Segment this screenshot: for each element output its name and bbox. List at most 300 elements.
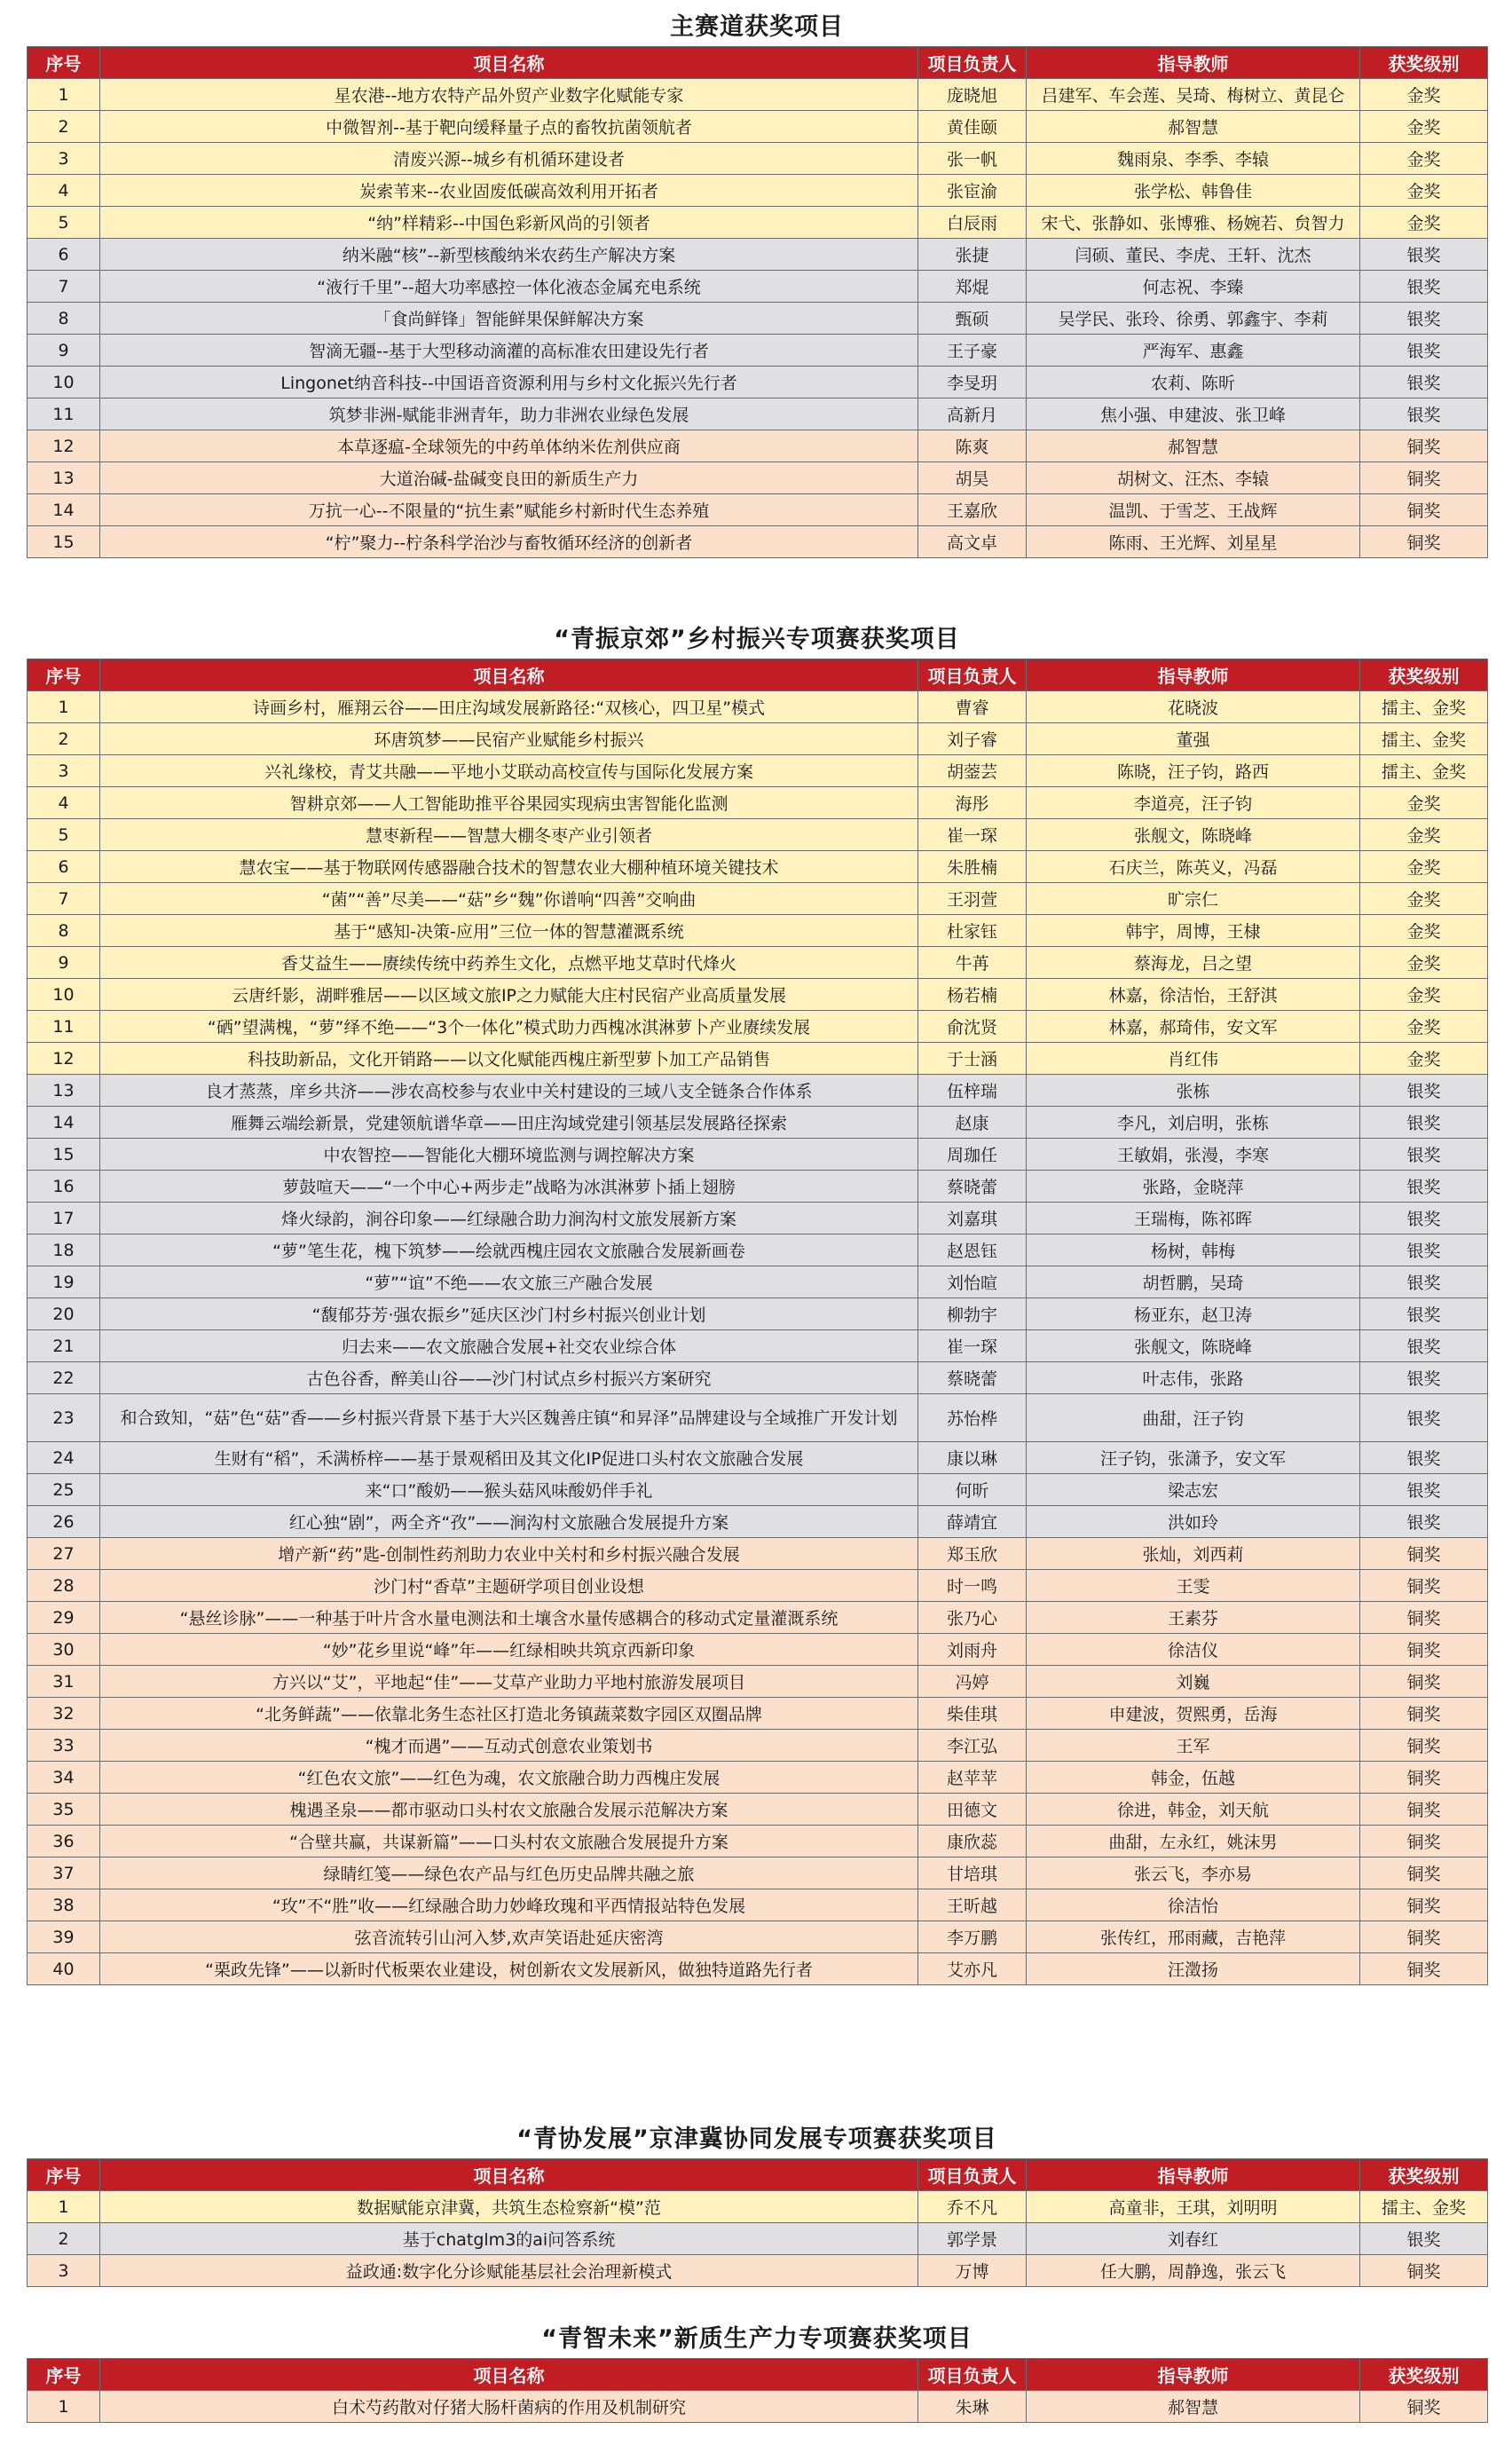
cell-award-level: 铜奖 xyxy=(1360,1602,1488,1634)
table-row xyxy=(28,2191,1488,2223)
table-row xyxy=(28,2391,1488,2423)
cell-teacher: 郝智慧 xyxy=(1027,111,1360,143)
cell-no: 10 xyxy=(28,979,100,1011)
table-row xyxy=(28,1730,1488,1762)
cell-teacher: 张学松、韩鲁佳 xyxy=(1027,175,1360,207)
cell-teacher: 宋弋、张静如、张博雅、杨婉若、贠智力 xyxy=(1027,207,1360,239)
cell-award-level: 银奖 xyxy=(1360,1234,1488,1266)
cell-award-level: 擂主、金奖 xyxy=(1360,2191,1488,2223)
cell-project-name: 基于chatglm3的ai问答系统 xyxy=(100,2223,918,2255)
cell-project-name: 槐遇圣泉——都市驱动口头村农文旅融合发展示范解决方案 xyxy=(100,1794,918,1826)
cell-teacher: 杨树，韩梅 xyxy=(1027,1234,1360,1266)
cell-leader: 胡昊 xyxy=(918,462,1027,494)
cell-no: 34 xyxy=(28,1762,100,1794)
cell-no: 3 xyxy=(28,2255,100,2287)
cell-award-level: 银奖 xyxy=(1360,1203,1488,1234)
table-row xyxy=(28,271,1488,303)
table-row xyxy=(28,143,1488,175)
cell-leader: 苏怡桦 xyxy=(918,1394,1027,1442)
cell-leader: 刘子睿 xyxy=(918,723,1027,755)
cell-teacher: 胡树文、汪杰、李辕 xyxy=(1027,462,1360,494)
cell-project-name: 生财有“稻”，禾满桥梓——基于景观稻田及其文化IP促进口头村农文旅融合发展 xyxy=(100,1442,918,1474)
cell-no: 3 xyxy=(28,755,100,787)
header-leader: 项目负责人 xyxy=(918,2359,1027,2391)
cell-no: 21 xyxy=(28,1330,100,1362)
table-row xyxy=(28,1139,1488,1171)
table-row xyxy=(28,1666,1488,1698)
cell-teacher: 张舰文，陈晓峰 xyxy=(1027,1330,1360,1362)
cell-no: 38 xyxy=(28,1889,100,1921)
cell-project-name: 科技助新品，文化开销路——以文化赋能西槐庄新型萝卜加工产品销售 xyxy=(100,1043,918,1075)
cell-teacher: 李凡，刘启明，张栋 xyxy=(1027,1107,1360,1139)
cell-award-level: 银奖 xyxy=(1360,1266,1488,1298)
cell-leader: 杜家钰 xyxy=(918,915,1027,947)
cell-project-name: 古色谷香，醉美山谷——沙门村试点乡村振兴方案研究 xyxy=(100,1362,918,1394)
cell-project-name: “栗政先锋”——以新时代板栗农业建设，树创新农文发展新风，做独特道路先行者 xyxy=(100,1953,918,1985)
awards-table xyxy=(27,2158,1488,2287)
cell-teacher: 张云飞，李亦易 xyxy=(1027,1857,1360,1889)
table-row xyxy=(28,1011,1488,1043)
cell-no: 9 xyxy=(28,947,100,979)
cell-leader: 俞沈贤 xyxy=(918,1011,1027,1043)
header-teacher: 指导教师 xyxy=(1027,659,1360,691)
cell-teacher: 高童非，王琪，刘明明 xyxy=(1027,2191,1360,2223)
table-row xyxy=(28,79,1488,111)
cell-teacher: 韩宇，周博，王棣 xyxy=(1027,915,1360,947)
cell-project-name: 良才蒸蒸，庠乡共济——涉农高校参与农业中关村建设的三域八支全链条合作体系 xyxy=(100,1075,918,1107)
cell-leader: 朱胜楠 xyxy=(918,851,1027,883)
cell-award-level: 金奖 xyxy=(1360,851,1488,883)
section-title: “青智未来”新质生产力专项赛获奖项目 xyxy=(541,2325,973,2353)
table-row xyxy=(28,1570,1488,1602)
cell-no: 2 xyxy=(28,723,100,755)
cell-leader: 乔不凡 xyxy=(918,2191,1027,2223)
cell-leader: 李万鹏 xyxy=(918,1921,1027,1953)
header-no: 序号 xyxy=(28,47,100,79)
cell-leader: 白辰雨 xyxy=(918,207,1027,239)
cell-project-name: 诗画乡村，雁翔云谷——田庄沟域发展新路径:“双核心，四卫星”模式 xyxy=(100,691,918,723)
header-level: 获奖级别 xyxy=(1360,2359,1488,2391)
cell-project-name: “馥郁芬芳·强农振乡”延庆区沙门村乡村振兴创业计划 xyxy=(100,1298,918,1330)
cell-teacher: 林嘉，徐洁怡，王舒淇 xyxy=(1027,979,1360,1011)
cell-teacher: 申建波，贺熙勇，岳海 xyxy=(1027,1698,1360,1730)
cell-leader: 王嘉欣 xyxy=(918,494,1027,526)
cell-project-name: 筑梦非洲-赋能非洲青年，助力非洲农业绿色发展 xyxy=(100,398,918,430)
cell-leader: 柳勃宇 xyxy=(918,1298,1027,1330)
cell-award-level: 银奖 xyxy=(1360,1394,1488,1442)
cell-project-name: 雁舞云端绘新景，党建领航谱华章——田庄沟域党建引领基层发展路径探索 xyxy=(100,1107,918,1139)
table-row xyxy=(28,915,1488,947)
cell-project-name: 白术芍药散对仔猪大肠杆菌病的作用及机制研究 xyxy=(100,2391,918,2423)
cell-award-level: 金奖 xyxy=(1360,175,1488,207)
awards-table xyxy=(27,2358,1488,2423)
cell-teacher: 叶志伟，张路 xyxy=(1027,1362,1360,1394)
cell-no: 18 xyxy=(28,1234,100,1266)
cell-no: 14 xyxy=(28,1107,100,1139)
cell-teacher: 董强 xyxy=(1027,723,1360,755)
table-row xyxy=(28,1362,1488,1394)
cell-no: 24 xyxy=(28,1442,100,1474)
cell-award-level: 铜奖 xyxy=(1360,1634,1488,1666)
cell-teacher: 林嘉，郝琦伟，安文军 xyxy=(1027,1011,1360,1043)
cell-teacher: 吕建军、车会莲、吴琦、梅树立、黄昆仑 xyxy=(1027,79,1360,111)
section-new-productivity xyxy=(27,2321,1487,2423)
cell-no: 12 xyxy=(28,1043,100,1075)
cell-project-name: 沙门村“香草”主题研学项目创业设想 xyxy=(100,1570,918,1602)
cell-leader: 郑焜 xyxy=(918,271,1027,303)
cell-teacher: 刘巍 xyxy=(1027,1666,1360,1698)
cell-award-level: 银奖 xyxy=(1360,1075,1488,1107)
cell-no: 5 xyxy=(28,819,100,851)
table-row xyxy=(28,787,1488,819)
header-no: 序号 xyxy=(28,2359,100,2391)
cell-project-name: 大道治碱-盐碱变良田的新质生产力 xyxy=(100,462,918,494)
cell-leader: 万博 xyxy=(918,2255,1027,2287)
table-row xyxy=(28,1298,1488,1330)
cell-award-level: 银奖 xyxy=(1360,303,1488,335)
cell-award-level: 银奖 xyxy=(1360,1506,1488,1538)
cell-teacher: 张路，金晓萍 xyxy=(1027,1171,1360,1203)
cell-teacher: 温凯、于雪芝、王战辉 xyxy=(1027,494,1360,526)
table-row xyxy=(28,979,1488,1011)
cell-teacher: 洪如玲 xyxy=(1027,1506,1360,1538)
cell-award-level: 擂主、金奖 xyxy=(1360,723,1488,755)
cell-award-level: 金奖 xyxy=(1360,1011,1488,1043)
cell-no: 40 xyxy=(28,1953,100,1985)
cell-project-name: 本草逐瘟-全球领先的中药单体纳米佐剂供应商 xyxy=(100,430,918,462)
cell-project-name: 智耕京郊——人工智能助推平谷果园实现病虫害智能化监测 xyxy=(100,787,918,819)
cell-no: 5 xyxy=(28,207,100,239)
cell-no: 1 xyxy=(28,79,100,111)
table-row xyxy=(28,947,1488,979)
cell-leader: 康以琳 xyxy=(918,1442,1027,1474)
cell-award-level: 铜奖 xyxy=(1360,2391,1488,2423)
section-main-track xyxy=(27,9,1487,558)
cell-project-name: 归去来——农文旅融合发展+社交农业综合体 xyxy=(100,1330,918,1362)
section-title: “青协发展”京津冀协同发展专项赛获奖项目 xyxy=(516,2126,997,2153)
cell-award-level: 银奖 xyxy=(1360,271,1488,303)
table-row xyxy=(28,819,1488,851)
cell-project-name: “红色农文旅”——红色为魂，农文旅融合助力西槐庄发展 xyxy=(100,1762,918,1794)
table-row xyxy=(28,1762,1488,1794)
cell-award-level: 金奖 xyxy=(1360,787,1488,819)
cell-leader: 高新月 xyxy=(918,398,1027,430)
cell-award-level: 银奖 xyxy=(1360,1362,1488,1394)
cell-project-name: 纳米融“核”--新型核酸纳米农药生产解决方案 xyxy=(100,239,918,271)
cell-project-name: 万抗一心--不限量的“抗生素”赋能乡村新时代生态养殖 xyxy=(100,494,918,526)
header-teacher: 指导教师 xyxy=(1027,47,1360,79)
cell-leader: 庞晓旭 xyxy=(918,79,1027,111)
cell-project-name: “萝”笔生花，槐下筑梦——绘就西槐庄园农文旅融合发展新画卷 xyxy=(100,1234,918,1266)
cell-project-name: “悬丝诊脉”——一种基于叶片含水量电测法和土壤含水量传感耦合的移动式定量灌溉系统 xyxy=(100,1602,918,1634)
cell-no: 25 xyxy=(28,1474,100,1506)
cell-award-level: 铜奖 xyxy=(1360,430,1488,462)
cell-teacher: 李道亮，汪子钧 xyxy=(1027,787,1360,819)
cell-teacher: 汪澂扬 xyxy=(1027,1953,1360,1985)
table-row xyxy=(28,1794,1488,1826)
cell-award-level: 金奖 xyxy=(1360,79,1488,111)
table-row xyxy=(28,1203,1488,1234)
cell-award-level: 铜奖 xyxy=(1360,1762,1488,1794)
cell-leader: 陈爽 xyxy=(918,430,1027,462)
cell-project-name: 智滴无疆--基于大型移动滴灌的高标准农田建设先行者 xyxy=(100,335,918,367)
cell-no: 13 xyxy=(28,1075,100,1107)
cell-award-level: 铜奖 xyxy=(1360,1921,1488,1953)
table-row xyxy=(28,1171,1488,1203)
table-row xyxy=(28,207,1488,239)
table-row xyxy=(28,398,1488,430)
table-row xyxy=(28,526,1488,558)
cell-leader: 周珈任 xyxy=(918,1139,1027,1171)
cell-no: 15 xyxy=(28,526,100,558)
cell-teacher: 王雯 xyxy=(1027,1570,1360,1602)
cell-leader: 蔡晓蕾 xyxy=(918,1362,1027,1394)
cell-project-name: “玫”不“胜”收——红绿融合助力妙峰玫瑰和平西情报站特色发展 xyxy=(100,1889,918,1921)
header-leader: 项目负责人 xyxy=(918,47,1027,79)
cell-project-name: 益政通:数字化分诊赋能基层社会治理新模式 xyxy=(100,2255,918,2287)
cell-leader: 赵康 xyxy=(918,1107,1027,1139)
cell-project-name: 增产新“药”匙-创制性药剂助力农业中关村和乡村振兴融合发展 xyxy=(100,1538,918,1570)
cell-leader: 何昕 xyxy=(918,1474,1027,1506)
cell-award-level: 银奖 xyxy=(1360,1474,1488,1506)
cell-no: 23 xyxy=(28,1394,100,1442)
table-row xyxy=(28,303,1488,335)
cell-project-name: 中微智剂--基于靶向缓释量子点的畜牧抗菌领航者 xyxy=(100,111,918,143)
cell-teacher: 王敏娟，张漫，李寒 xyxy=(1027,1139,1360,1171)
cell-teacher: 任大鹏，周静逸，张云飞 xyxy=(1027,2255,1360,2287)
header-no: 序号 xyxy=(28,659,100,691)
table-row xyxy=(28,2223,1488,2255)
cell-no: 1 xyxy=(28,2191,100,2223)
cell-leader: 甄硕 xyxy=(918,303,1027,335)
cell-award-level: 铜奖 xyxy=(1360,494,1488,526)
cell-leader: 杨若楠 xyxy=(918,979,1027,1011)
cell-leader: 朱琳 xyxy=(918,2391,1027,2423)
header-name: 项目名称 xyxy=(100,2159,918,2191)
cell-award-level: 金奖 xyxy=(1360,819,1488,851)
cell-project-name: 环唐筑梦——民宿产业赋能乡村振兴 xyxy=(100,723,918,755)
cell-project-name: “纳”样精彩--中国色彩新风尚的引领者 xyxy=(100,207,918,239)
cell-project-name: 烽火绿韵，涧谷印象——红绿融合助力涧沟村文旅发展新方案 xyxy=(100,1203,918,1234)
cell-project-name: 方兴以“艾”，平地起“佳”——艾草产业助力平地村旅游发展项目 xyxy=(100,1666,918,1698)
table-row xyxy=(28,1474,1488,1506)
cell-award-level: 金奖 xyxy=(1360,915,1488,947)
cell-leader: 郑玉欣 xyxy=(918,1538,1027,1570)
table-row xyxy=(28,1538,1488,1570)
cell-no: 30 xyxy=(28,1634,100,1666)
cell-leader: 柴佳琪 xyxy=(918,1698,1027,1730)
header-level: 获奖级别 xyxy=(1360,659,1488,691)
cell-leader: 赵恩钰 xyxy=(918,1234,1027,1266)
cell-teacher: 何志祝、李臻 xyxy=(1027,271,1360,303)
cell-project-name: 红心独“剧”，两全齐“孜”——涧沟村文旅融合发展提升方案 xyxy=(100,1506,918,1538)
table-row xyxy=(28,1889,1488,1921)
table-row xyxy=(28,1266,1488,1298)
cell-no: 31 xyxy=(28,1666,100,1698)
cell-no: 29 xyxy=(28,1602,100,1634)
cell-teacher: 花晓波 xyxy=(1027,691,1360,723)
cell-no: 20 xyxy=(28,1298,100,1330)
cell-leader: 薛靖宜 xyxy=(918,1506,1027,1538)
cell-teacher: 陈晓，汪子钧，路西 xyxy=(1027,755,1360,787)
cell-leader: 王子豪 xyxy=(918,335,1027,367)
cell-award-level: 银奖 xyxy=(1360,2223,1488,2255)
cell-leader: 张宦渝 xyxy=(918,175,1027,207)
cell-leader: 牛苒 xyxy=(918,947,1027,979)
table-row xyxy=(28,1602,1488,1634)
cell-teacher: 刘春红 xyxy=(1027,2223,1360,2255)
cell-award-level: 银奖 xyxy=(1360,239,1488,271)
cell-no: 8 xyxy=(28,915,100,947)
cell-teacher: 旷宗仁 xyxy=(1027,883,1360,915)
cell-project-name: 星农港--地方农特产品外贸产业数字化赋能专家 xyxy=(100,79,918,111)
table-row xyxy=(28,1330,1488,1362)
cell-no: 1 xyxy=(28,691,100,723)
cell-teacher: 郝智慧 xyxy=(1027,2391,1360,2423)
cell-project-name: 和合致知，“菇”色“菇”香——乡村振兴背景下基于大兴区魏善庄镇“和昇泽”品牌建设与全域推广开发计划 xyxy=(100,1394,918,1442)
table-row xyxy=(28,1394,1488,1442)
cell-leader: 甘培琪 xyxy=(918,1857,1027,1889)
section-title: “青振京郊”乡村振兴专项赛获奖项目 xyxy=(554,626,960,653)
cell-teacher: 曲甜，左永红，姚沫男 xyxy=(1027,1826,1360,1857)
cell-no: 6 xyxy=(28,851,100,883)
cell-award-level: 银奖 xyxy=(1360,1107,1488,1139)
cell-teacher: 王素芬 xyxy=(1027,1602,1360,1634)
cell-no: 1 xyxy=(28,2391,100,2423)
table-row xyxy=(28,1634,1488,1666)
table-row xyxy=(28,1506,1488,1538)
cell-teacher: 闫硕、董民、李虎、王轩、沈杰 xyxy=(1027,239,1360,271)
header-leader: 项目负责人 xyxy=(918,2159,1027,2191)
cell-no: 7 xyxy=(28,883,100,915)
cell-teacher: 梁志宏 xyxy=(1027,1474,1360,1506)
cell-teacher: 汪子钧，张潇予，安文军 xyxy=(1027,1442,1360,1474)
cell-award-level: 银奖 xyxy=(1360,1330,1488,1362)
cell-no: 37 xyxy=(28,1857,100,1889)
cell-no: 39 xyxy=(28,1921,100,1953)
cell-no: 26 xyxy=(28,1506,100,1538)
cell-award-level: 银奖 xyxy=(1360,335,1488,367)
cell-project-name: “萝”“谊”不绝——农文旅三产融合发展 xyxy=(100,1266,918,1298)
table-row xyxy=(28,494,1488,526)
cell-project-name: 炭索苇来--农业固废低碳高效利用开拓者 xyxy=(100,175,918,207)
cell-project-name: 来“口”酸奶——猴头菇风味酸奶伴手礼 xyxy=(100,1474,918,1506)
cell-award-level: 银奖 xyxy=(1360,1139,1488,1171)
section-jingjinji xyxy=(27,2121,1487,2287)
cell-no: 3 xyxy=(28,143,100,175)
cell-no: 33 xyxy=(28,1730,100,1762)
cell-award-level: 铜奖 xyxy=(1360,1857,1488,1889)
cell-award-level: 银奖 xyxy=(1360,1442,1488,1474)
table-row xyxy=(28,175,1488,207)
cell-no: 35 xyxy=(28,1794,100,1826)
cell-leader: 郭学景 xyxy=(918,2223,1027,2255)
cell-leader: 王羽萱 xyxy=(918,883,1027,915)
cell-leader: 刘怡暄 xyxy=(918,1266,1027,1298)
cell-award-level: 金奖 xyxy=(1360,947,1488,979)
awards-table xyxy=(27,46,1488,558)
cell-project-name: 云唐纤影，湖畔雅居——以区域文旅IP之力赋能大庄村民宿产业高质量发展 xyxy=(100,979,918,1011)
table-row xyxy=(28,1698,1488,1730)
table-row xyxy=(28,1107,1488,1139)
cell-leader: 胡蓥芸 xyxy=(918,755,1027,787)
cell-no: 10 xyxy=(28,367,100,398)
cell-no: 4 xyxy=(28,787,100,819)
cell-leader: 海彤 xyxy=(918,787,1027,819)
cell-leader: 康欣蕊 xyxy=(918,1826,1027,1857)
cell-award-level: 金奖 xyxy=(1360,979,1488,1011)
cell-award-level: 金奖 xyxy=(1360,111,1488,143)
cell-no: 2 xyxy=(28,2223,100,2255)
cell-award-level: 铜奖 xyxy=(1360,1538,1488,1570)
cell-teacher: 王瑞梅，陈祁晖 xyxy=(1027,1203,1360,1234)
cell-project-name: 中农智控——智能化大棚环境监测与调控解决方案 xyxy=(100,1139,918,1171)
cell-award-level: 擂主、金奖 xyxy=(1360,691,1488,723)
cell-leader: 蔡晓蕾 xyxy=(918,1171,1027,1203)
cell-leader: 高文卓 xyxy=(918,526,1027,558)
cell-no: 13 xyxy=(28,462,100,494)
cell-no: 22 xyxy=(28,1362,100,1394)
cell-no: 17 xyxy=(28,1203,100,1234)
table-row xyxy=(28,462,1488,494)
cell-award-level: 铜奖 xyxy=(1360,1889,1488,1921)
cell-award-level: 金奖 xyxy=(1360,207,1488,239)
cell-award-level: 擂主、金奖 xyxy=(1360,755,1488,787)
cell-award-level: 银奖 xyxy=(1360,367,1488,398)
cell-leader: 黄佳颐 xyxy=(918,111,1027,143)
cell-no: 11 xyxy=(28,1011,100,1043)
cell-project-name: “槐才而遇”——互动式创意农业策划书 xyxy=(100,1730,918,1762)
cell-leader: 李旻玥 xyxy=(918,367,1027,398)
table-row xyxy=(28,691,1488,723)
cell-award-level: 铜奖 xyxy=(1360,1794,1488,1826)
cell-project-name: “合壁共赢，共谋新篇”——口头村农文旅融合发展提升方案 xyxy=(100,1826,918,1857)
cell-no: 28 xyxy=(28,1570,100,1602)
header-level: 获奖级别 xyxy=(1360,47,1488,79)
cell-teacher: 农莉、陈昕 xyxy=(1027,367,1360,398)
cell-teacher: 陈雨、王光辉、刘星星 xyxy=(1027,526,1360,558)
cell-award-level: 金奖 xyxy=(1360,1043,1488,1075)
cell-no: 8 xyxy=(28,303,100,335)
cell-teacher: 郝智慧 xyxy=(1027,430,1360,462)
cell-leader: 李江弘 xyxy=(918,1730,1027,1762)
table-row xyxy=(28,430,1488,462)
cell-no: 32 xyxy=(28,1698,100,1730)
cell-leader: 曹睿 xyxy=(918,691,1027,723)
awards-table xyxy=(27,659,1488,1985)
cell-project-name: 慧枣新程——智慧大棚冬枣产业引领者 xyxy=(100,819,918,851)
cell-no: 36 xyxy=(28,1826,100,1857)
cell-project-name: “液行千里”--超大功率感控一体化液态金属充电系统 xyxy=(100,271,918,303)
cell-no: 2 xyxy=(28,111,100,143)
cell-teacher: 焦小强、申建波、张卫峰 xyxy=(1027,398,1360,430)
table-row xyxy=(28,111,1488,143)
header-name: 项目名称 xyxy=(100,2359,918,2391)
cell-award-level: 银奖 xyxy=(1360,1171,1488,1203)
cell-no: 19 xyxy=(28,1266,100,1298)
table-row xyxy=(28,755,1488,787)
cell-leader: 王昕越 xyxy=(918,1889,1027,1921)
header-teacher: 指导教师 xyxy=(1027,2359,1360,2391)
cell-leader: 刘嘉琪 xyxy=(918,1203,1027,1234)
cell-award-level: 铜奖 xyxy=(1360,1953,1488,1985)
cell-award-level: 铜奖 xyxy=(1360,462,1488,494)
cell-teacher: 张舰文，陈晓峰 xyxy=(1027,819,1360,851)
cell-no: 7 xyxy=(28,271,100,303)
table-row xyxy=(28,239,1488,271)
table-row xyxy=(28,1234,1488,1266)
cell-teacher: 蔡海龙，吕之望 xyxy=(1027,947,1360,979)
